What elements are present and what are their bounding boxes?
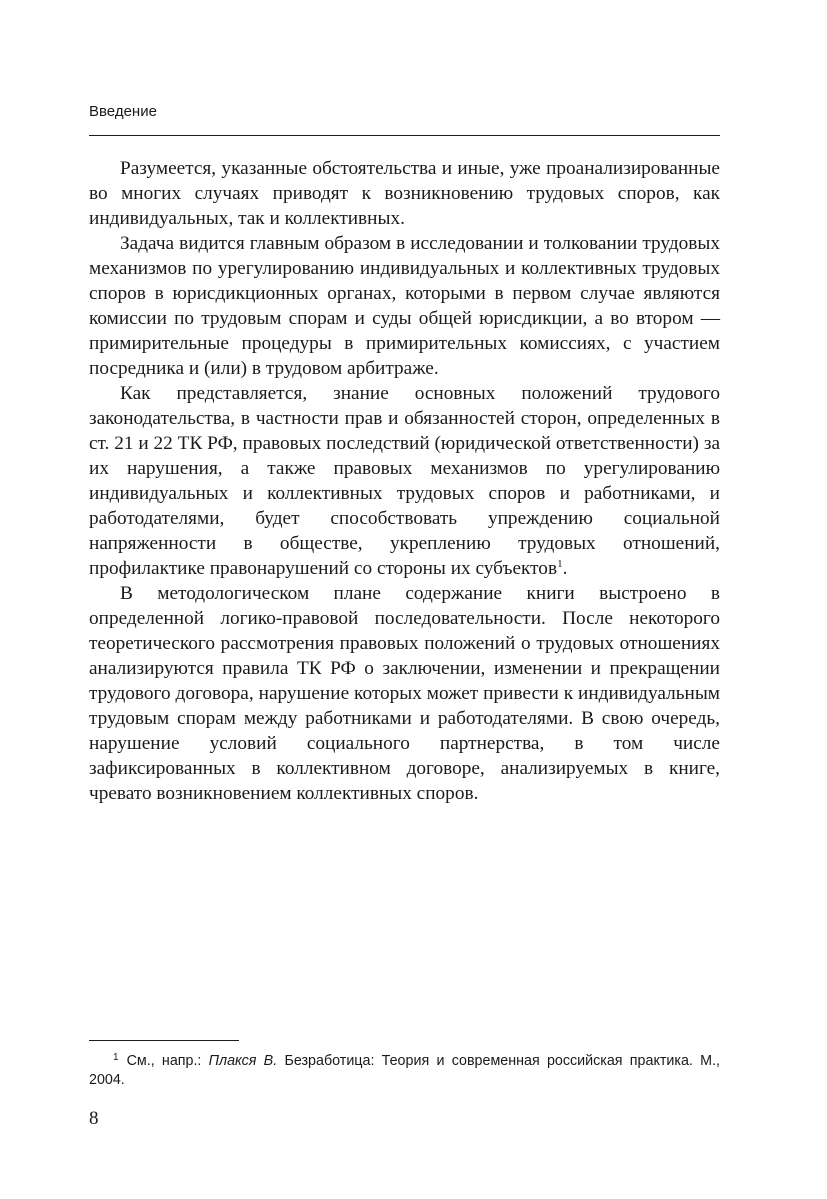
paragraph-2: Задача видится главным образом в исследовании и толковании трудовых механизмов по урегулированию индивидуальных и коллективных трудовых споров в юрисдикционных органах, которыми в первом случае являются комиссии по трудовым спорам и суды общей юрисдикции, а во втором — примирительные процедуры в примирительных комиссиях, с участием посредника и (или) в трудовом арбитраже. bbox=[89, 233, 720, 379]
paragraph-3-text: Как представляется, знание основных положений трудового законодательства, в частности прав и обязанностей сторон, определенных в ст. 21 и 22 ТК РФ, правовых последствий (юридической ответственности) за их нарушения, а также правовых механизмов по урегулированию индивидуальных и коллективных трудовых споров и работниками, и работодателями, будет способствовать упреждению социальной напряженности в обществе, укреплению трудовых отношений, профилактике правонарушений со стороны их субъектов bbox=[89, 383, 720, 579]
header-rule bbox=[89, 135, 720, 136]
footnote-prefix: См., напр.: bbox=[126, 1053, 209, 1069]
footnote bbox=[89, 1052, 720, 1090]
paragraph-3: Как представляется, знание основных положений трудового законодательства, в частности прав и обязанностей сторон, определенных в ст. 21 и 22 ТК РФ, правовых последствий (юридической ответственности) за их нарушения, а также правовых механизмов по урегулированию индивидуальных и коллективных трудовых споров и работниками, и работодателями, будет способствовать упреждению социальной напряженности в обществе, укреплению трудовых отношений, профилактике правонарушений со стороны их субъектов$^1$. bbox=[89, 383, 720, 579]
footnote-marker: 1 bbox=[113, 1052, 119, 1063]
page-number: 8 bbox=[89, 1108, 99, 1129]
footnote-reference[interactable]: 1 bbox=[557, 558, 563, 570]
running-title: Введение bbox=[89, 103, 157, 120]
footnote-text: Безработица: Теория и современная российская практика. М., 2004. bbox=[89, 1053, 721, 1088]
footnote-author: Плакся В. bbox=[208, 1053, 278, 1069]
main-text bbox=[89, 156, 720, 806]
paragraph-1: Разумеется, указанные обстоятельства и иные, уже проанализированные во многих случаях приводят к возникновению трудовых споров, как индивидуальных, так и коллективных. bbox=[89, 158, 720, 229]
paragraph-4: В методологическом плане содержание книги выстроено в определенной логико-правовой последовательности. После некоторого теоретического рассмотрения правовых положений о трудовых отношениях анализируются правила ТК РФ о заключении, изменении и прекращении трудового договора, нарушение которых может привести к индивидуальным трудовым спорам между работниками и работодателями. В свою очередь, нарушение условий социального партнерства, в том числе зафиксированных в коллективном договоре, анализируемых в книге, чревато возникновением коллективных споров. bbox=[89, 583, 720, 804]
footnote-rule bbox=[89, 1040, 239, 1041]
